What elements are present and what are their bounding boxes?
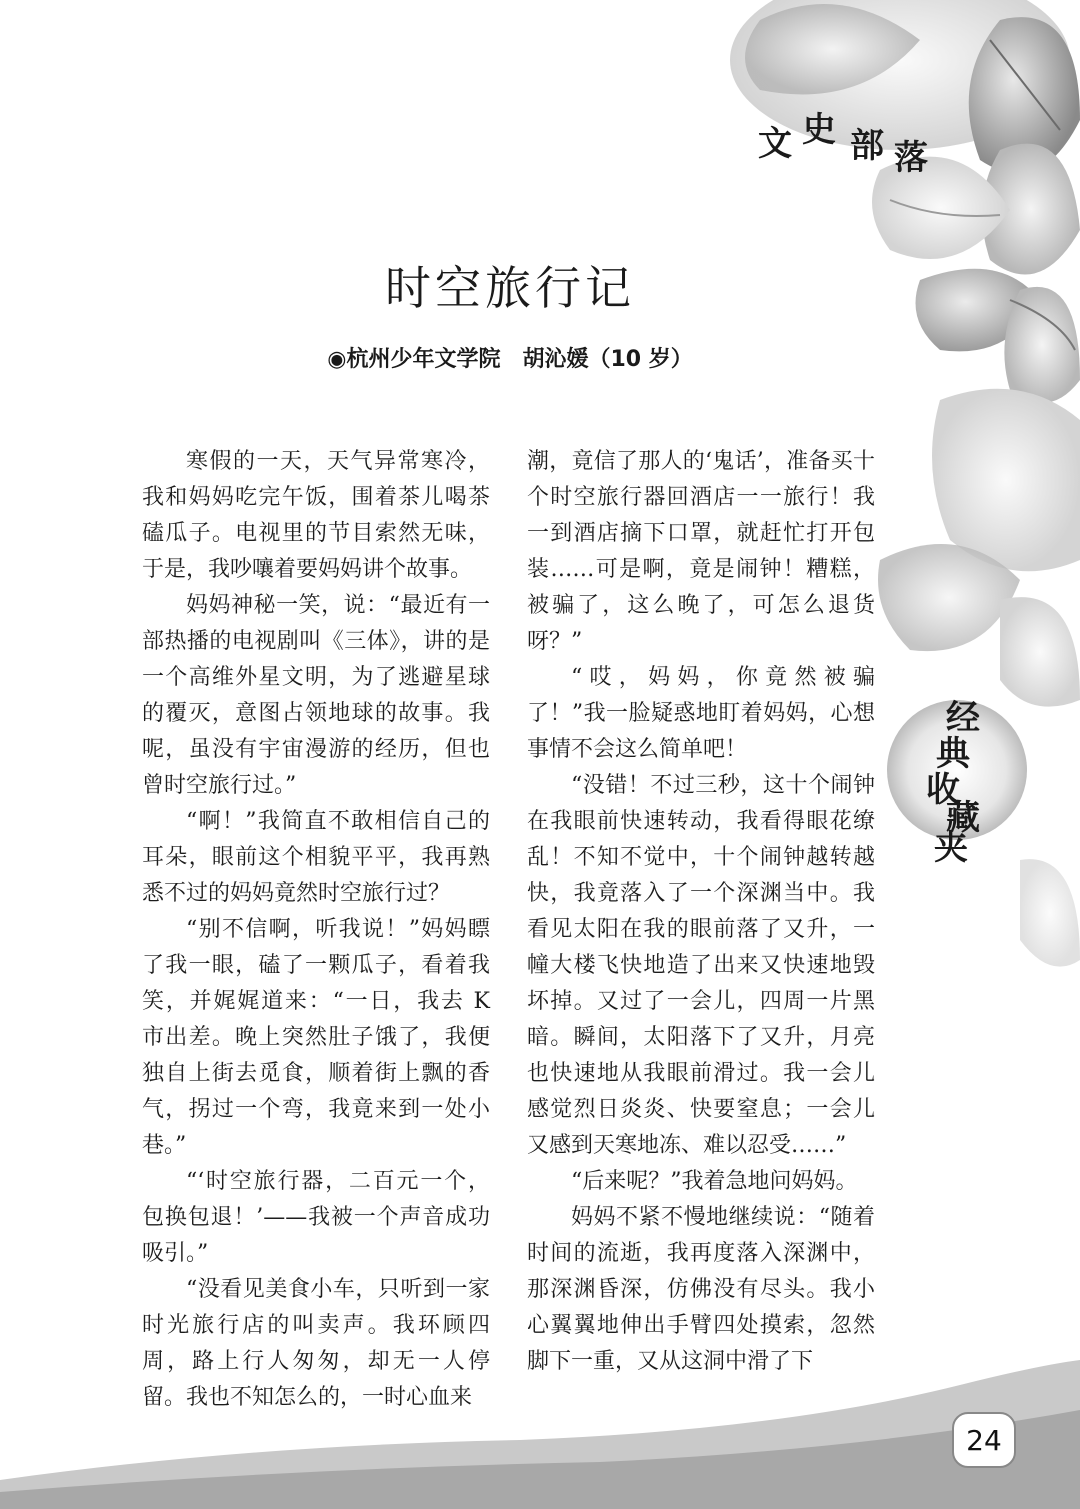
side-label-char: 收 xyxy=(926,770,960,810)
side-label-char: 藏 xyxy=(946,798,980,838)
text-column-left xyxy=(142,444,490,1416)
paragraph: 妈妈神秘一笑，说：“最近有一部热播的电视剧叫《三体》，讲的是一个高维外星文明，为了逃避星球的覆灭，意图占领地球的故事。我呢，虽没有宇宙漫游的经历，但也曾时空旅行过。” xyxy=(142,593,490,798)
paragraph: “哎，妈妈，你竟然被骗了！”我一脸疑惑地盯着妈妈，心想事情不会这么简单吧！ xyxy=(527,665,875,762)
side-label-char: 夹 xyxy=(934,828,968,868)
paragraph: “没看见美食小车，只听到一家时光旅行店的叫卖声。我环顾四周，路上行人匆匆，却无一人停留。我也不知怎么的，一时心血来 xyxy=(142,1277,490,1410)
magazine-section-header xyxy=(758,110,958,178)
text-column-right xyxy=(527,444,875,1380)
article-title: 时空旅行记 xyxy=(385,261,635,315)
paragraph: “‘时空旅行器，二百元一个，包换包退！’——我被一个声音成功吸引。” xyxy=(142,1169,490,1266)
paragraph: “别不信啊，听我说！”妈妈瞟了我一眼，磕了一颗瓜子，看着我笑，并娓娓道来：“一日，我去 K 市出差。晚上突然肚子饿了，我便独自上街去觅食，顺着街上飘的香气，拐过一个弯，我竟来到一处小巷。” xyxy=(142,917,490,1158)
header-char: 史 xyxy=(802,110,836,150)
paragraph: 寒假的一天，天气异常寒冷，我和妈妈吃完午饭，围着茶儿喝茶磕瓜子。电视里的节目索然无味，于是，我吵嚷着要妈妈讲个故事。 xyxy=(142,449,490,582)
side-section-label xyxy=(912,690,1002,868)
side-label-char: 典 xyxy=(936,734,970,774)
article-byline: ◉杭州少年文学院 胡沁媛（10 岁） xyxy=(327,347,693,372)
header-char: 部 xyxy=(850,126,884,166)
paragraph: 妈妈不紧不慢地继续说：“随着时间的流逝，我再度落入深渊中，那深渊昏深，仿佛没有尽头。我小心翼翼地伸出手臂四处摸索，忽然脚下一重，又从这洞中滑了下 xyxy=(527,1205,875,1374)
page-number: 24 xyxy=(952,1412,1016,1468)
paragraph: “啊！”我简直不敢相信自己的耳朵，眼前这个相貌平平，我再熟悉不过的妈妈竟然时空旅行过？ xyxy=(142,809,490,906)
paragraph: “没错！不过三秒，这十个闹钟在我眼前快速转动，我看得眼花缭乱！不知不觉中，十个闹钟越转越快，我竟落入了一个深渊当中。我看见太阳在我的眼前落了又升，一幢大楼飞快地造了出来又快速地毁坏掉。又过了一会儿，四周一片黑暗。瞬间，太阳落下了又升，月亮也快速地从我眼前滑过。我一会儿感觉烈日炎炎、快要窒息；一会儿又感到天寒地冻、难以忍受……” xyxy=(527,773,875,1158)
header-char: 落 xyxy=(894,138,928,178)
paragraph: 潮，竟信了那人的‘鬼话’，准备买十个时空旅行器回酒店一一旅行！我一到酒店摘下口罩，就赶忙打开包装……可是啊，竟是闹钟！糟糕，被骗了，这么晚了，可怎么退货呀？” xyxy=(527,449,875,654)
paragraph: “后来呢？”我着急地问妈妈。 xyxy=(571,1169,858,1194)
side-label-char: 经 xyxy=(946,698,980,738)
header-char: 文 xyxy=(758,124,792,164)
